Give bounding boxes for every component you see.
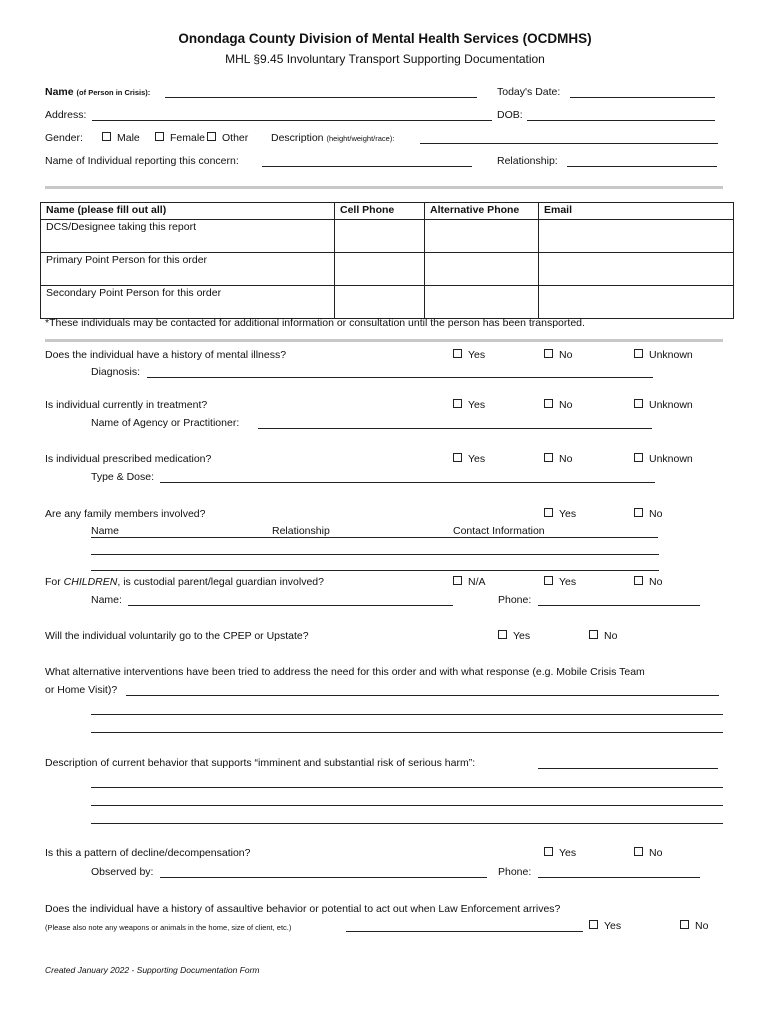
- family-col-name: Name: [91, 525, 120, 537]
- checkbox[interactable]: [634, 453, 643, 462]
- assault-note: (Please also note any weapons or animals in the home, size of client, etc.): [45, 923, 292, 932]
- address-field[interactable]: [92, 120, 492, 121]
- table-row: [41, 286, 734, 319]
- relationship-label: Relationship:: [497, 155, 558, 167]
- checkbox[interactable]: [634, 399, 643, 408]
- email-cell[interactable]: [539, 253, 734, 286]
- alt-phone-cell[interactable]: [425, 286, 539, 319]
- observer-phone-field[interactable]: [538, 877, 700, 878]
- male-checkbox[interactable]: [102, 132, 111, 141]
- behavior-question: Description of current behavior that supports “imminent and substantial risk of serious harm”:: [45, 757, 476, 769]
- medication-no[interactable]: No: [544, 453, 572, 465]
- behavior-line-1[interactable]: [91, 787, 723, 788]
- treatment-no[interactable]: No: [544, 399, 572, 411]
- row-label: Secondary Point Person for this order: [41, 286, 335, 319]
- assault-no[interactable]: No: [680, 920, 708, 932]
- pattern-yes[interactable]: Yes: [544, 847, 576, 859]
- row-label: Primary Point Person for this order: [41, 253, 335, 286]
- mental-illness-unknown[interactable]: Unknown: [634, 349, 693, 361]
- family-col-contact: Contact Information: [453, 525, 545, 537]
- checkbox[interactable]: [589, 920, 598, 929]
- observed-field[interactable]: [160, 877, 487, 878]
- pattern-question: Is this a pattern of decline/decompensation?: [45, 847, 251, 859]
- date-field[interactable]: [570, 97, 715, 98]
- contacts-note: *These individuals may be contacted for additional information or consultation until the person has been transported.: [45, 317, 585, 329]
- checkbox[interactable]: [453, 576, 462, 585]
- cell-phone-cell[interactable]: [335, 220, 425, 253]
- reporter-field[interactable]: [262, 166, 472, 167]
- checkbox[interactable]: [544, 349, 553, 358]
- diagnosis-label: Diagnosis:: [91, 366, 141, 378]
- section-divider: [45, 186, 723, 189]
- col-cell-header: Cell Phone: [335, 203, 425, 220]
- voluntary-no[interactable]: No: [589, 630, 617, 642]
- assault-yes[interactable]: Yes: [589, 920, 621, 932]
- checkbox[interactable]: [634, 508, 643, 517]
- type-dose-label: Type & Dose:: [91, 471, 155, 483]
- alt-phone-cell[interactable]: [425, 253, 539, 286]
- family-col-relationship: Relationship: [272, 525, 330, 537]
- medication-yes[interactable]: Yes: [453, 453, 485, 465]
- dob-field[interactable]: [527, 120, 715, 121]
- guardian-name-label: Name:: [91, 594, 122, 606]
- page-subtitle: MHL §9.45 Involuntary Transport Supporting Documentation: [225, 52, 545, 66]
- col-altphone-header: Alternative Phone: [425, 203, 539, 220]
- treatment-yes[interactable]: Yes: [453, 399, 485, 411]
- alternatives-line-2[interactable]: [91, 714, 723, 715]
- assault-question: Does the individual have a history of assaultive behavior or potential to act out when Law Enforcement arrives?: [45, 903, 561, 915]
- family-line-3[interactable]: [91, 570, 659, 571]
- family-no[interactable]: No: [634, 508, 662, 520]
- email-cell[interactable]: [539, 220, 734, 253]
- relationship-field[interactable]: [567, 166, 717, 167]
- description-label: Description (height/weight/race):: [271, 132, 395, 144]
- mental-illness-no[interactable]: No: [544, 349, 572, 361]
- children-yes[interactable]: Yes: [544, 576, 576, 588]
- footer-text: Created January 2022 - Supporting Documentation Form: [45, 965, 260, 975]
- checkbox[interactable]: [680, 920, 689, 929]
- checkbox[interactable]: [544, 847, 553, 856]
- family-yes[interactable]: Yes: [544, 508, 576, 520]
- description-field[interactable]: [420, 143, 718, 144]
- observed-label: Observed by:: [91, 866, 154, 878]
- checkbox[interactable]: [544, 399, 553, 408]
- family-question: Are any family members involved?: [45, 508, 206, 520]
- gender-label: Gender:: [45, 132, 83, 144]
- treatment-question: Is individual currently in treatment?: [45, 399, 208, 411]
- treatment-unknown[interactable]: Unknown: [634, 399, 693, 411]
- agency-field[interactable]: [258, 428, 652, 429]
- alternatives-question-cont: or Home Visit)?: [45, 684, 118, 696]
- behavior-line-3[interactable]: [91, 823, 723, 824]
- address-label: Address:: [45, 109, 87, 121]
- cell-phone-cell[interactable]: [335, 286, 425, 319]
- contacts-table: [40, 202, 734, 319]
- alternatives-line-1[interactable]: [126, 695, 719, 696]
- checkbox[interactable]: [453, 399, 462, 408]
- pattern-no[interactable]: No: [634, 847, 662, 859]
- female-checkbox[interactable]: [155, 132, 164, 141]
- gender-male-option[interactable]: Male: [102, 132, 140, 144]
- assault-field[interactable]: [346, 931, 583, 932]
- checkbox[interactable]: [498, 630, 507, 639]
- page-title: Onondaga County Division of Mental Health Services (OCDMHS): [178, 31, 592, 46]
- mental-illness-question: Does the individual have a history of mental illness?: [45, 349, 287, 361]
- observer-phone-label: Phone:: [498, 866, 532, 878]
- other-checkbox[interactable]: [207, 132, 216, 141]
- table-row: [41, 220, 734, 253]
- checkbox[interactable]: [453, 349, 462, 358]
- date-label: Today's Date:: [497, 86, 561, 98]
- checkbox[interactable]: [453, 453, 462, 462]
- children-question: For CHILDREN, is custodial parent/legal guardian involved?: [45, 576, 324, 588]
- behavior-line-0[interactable]: [538, 768, 718, 769]
- dob-label: DOB:: [497, 109, 523, 121]
- table-header-row: [41, 203, 734, 220]
- alternatives-line-3[interactable]: [91, 732, 723, 733]
- voluntary-question: Will the individual voluntarily go to the CPEP or Upstate?: [45, 630, 309, 642]
- alternatives-question: What alternative interventions have been tried to address the need for this order and with what response (e.g. Mobile Crisis Team: [45, 666, 645, 678]
- medication-unknown[interactable]: Unknown: [634, 453, 693, 465]
- reporter-label: Name of Individual reporting this concern:: [45, 155, 239, 167]
- checkbox[interactable]: [634, 847, 643, 856]
- name-label: Name (of Person in Crisis):: [45, 86, 151, 98]
- guardian-phone-label: Phone:: [498, 594, 532, 606]
- type-dose-field[interactable]: [160, 482, 655, 483]
- mental-illness-yes[interactable]: Yes: [453, 349, 485, 361]
- checkbox[interactable]: [544, 576, 553, 585]
- diagnosis-field[interactable]: [147, 377, 653, 378]
- family-line-1[interactable]: [91, 537, 658, 538]
- col-name-header: Name (please fill out all): [41, 203, 335, 220]
- family-line-2[interactable]: [91, 554, 659, 555]
- checkbox[interactable]: [544, 508, 553, 517]
- children-na[interactable]: N/A: [453, 576, 486, 588]
- checkbox[interactable]: [589, 630, 598, 639]
- guardian-name-field[interactable]: [128, 605, 453, 606]
- cell-phone-cell[interactable]: [335, 253, 425, 286]
- agency-label: Name of Agency or Practitioner:: [91, 417, 240, 429]
- voluntary-yes[interactable]: Yes: [498, 630, 530, 642]
- row-label: DCS/Designee taking this report: [41, 220, 335, 253]
- checkbox[interactable]: [634, 349, 643, 358]
- table-row: [41, 253, 734, 286]
- behavior-line-2[interactable]: [91, 805, 723, 806]
- guardian-phone-field[interactable]: [538, 605, 700, 606]
- email-cell[interactable]: [539, 286, 734, 319]
- name-field[interactable]: [165, 97, 477, 98]
- gender-other-option[interactable]: Other: [207, 132, 248, 144]
- checkbox[interactable]: [544, 453, 553, 462]
- alt-phone-cell[interactable]: [425, 220, 539, 253]
- gender-female-option[interactable]: Female: [155, 132, 205, 144]
- children-no[interactable]: No: [634, 576, 662, 588]
- section-divider: [45, 339, 723, 342]
- medication-question: Is individual prescribed medication?: [45, 453, 212, 465]
- checkbox[interactable]: [634, 576, 643, 585]
- col-email-header: Email: [539, 203, 734, 220]
